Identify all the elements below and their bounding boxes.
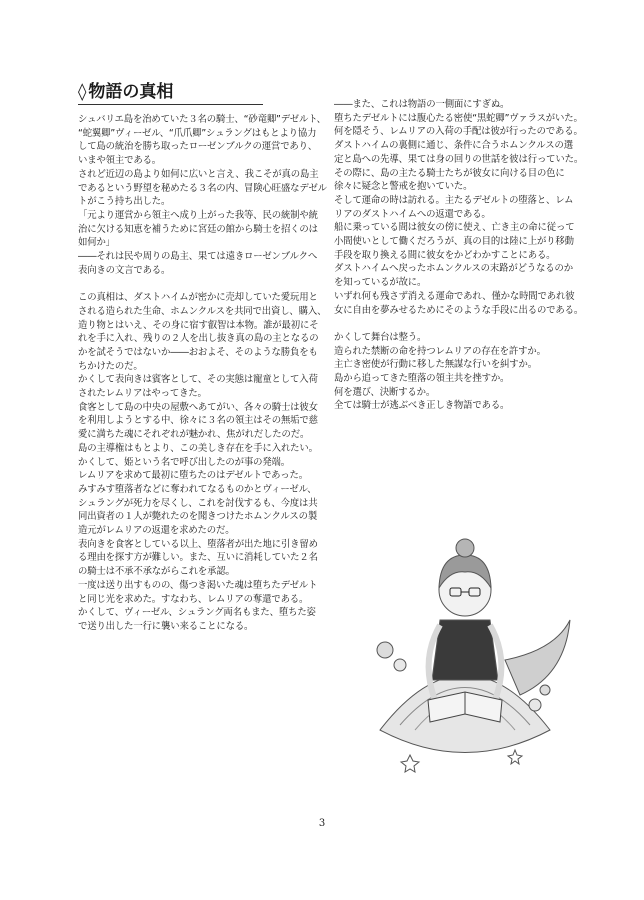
left-column-text-line: 同出資者の１人が斃れたのを聞きつけたホムンクルスの製 [78,511,318,523]
right-column-text-line: 女に自由を夢みせるためにそのような手段に出るのである。 [334,304,584,316]
right-column-text-line: 船に乗っている間は彼女の傍に使え、亡き主の命に従って [334,222,575,234]
left-column-text-line: と同じ光を求めた。すなわち、レムリアの奪還である。 [78,593,309,605]
left-column-text-line: 島の主導権はもとより、この美しき存在を手に入れたい。 [78,442,318,454]
right-column-text-line: 手段を取り換える間に彼女をかどわかすことにある。 [334,249,556,261]
right-column-text-line: 徐々に疑念と警戒を抱いていた。 [334,181,473,193]
right-column-text-line: いずれ何も残さず消える運命であれ、僅かな時間であれ彼 [334,290,575,302]
left-column-text-line: 如何か」 [78,237,115,249]
right-column-text-line: 造られた禁断の命を持つレムリアの存在を許すか。 [334,345,546,357]
left-column-text-line: されたレムリアはやってきた。 [78,388,207,400]
left-column-text-line: 治に欠ける知恵を補うために宮廷の館から騎士を招くのは [78,223,318,235]
right-column-text-line: リアのダストハイムへの返還である。 [334,208,491,220]
left-column-text-line: この真相は、ダストハイムが密かに売却していた愛玩用と [78,292,318,304]
right-column-text-line: かくして舞台は整う。 [334,331,427,343]
left-column [78,113,326,634]
right-column-text-line: ダストハイムの裏側に通じ、条件に合うホムンクルスの選 [334,140,573,152]
left-column-text-line: で送り出した一行に襲い来ることになる。 [78,621,254,632]
right-column-text-line: 定と島への先導、果ては身の回りの世話を彼は行っていた。 [334,153,584,165]
left-column-text-line: レムリアを求めて最初に堕ちたのはデゼルトであった。 [78,470,308,482]
left-column-text-line: トがこう持ち出した。 [78,196,171,208]
left-column-text-line: の騎士は不承不承ながらこれを承認。 [78,566,235,578]
left-column-text-line: る理由を探す方が難しい。また、互いに消耗していた２名 [78,552,318,564]
right-column-text-line: その際に、島の主たる騎士たちが彼女に向ける目の色に [334,167,565,179]
title-text: 物語の真相 [88,82,174,102]
left-column-text-line: 造元がレムリアの返還を求めたのだ。 [78,525,235,537]
page-title [78,82,263,105]
right-column-text-line: そして運命の時は訪れる。主たるデゼルトの堕落と、レム [334,194,574,206]
right-column [334,98,584,413]
character-illustration [340,500,590,800]
right-column-text-line: を知っているが故に。 [334,277,427,289]
left-column-text-line: シュバリエ島を治めていた３名の騎士、“砂竜卿”デゼルト、 [78,114,326,125]
left-column-text-line: して島の統治を勝ち取ったローゼンブルクの運営であり、 [78,141,318,153]
left-column-text-line: であるという野望を秘めたる３名の内、冒険心旺盛なデゼル [78,182,327,194]
right-column-text-line: 全ては騎士が逃ぶべき正しき物語である。 [334,400,510,412]
left-column-text-line: ちかけたのだ。 [78,360,143,372]
left-column-text-line: かを試そうではないか――おおよそ、そのような勝負をも [78,346,318,358]
left-column-text-line: かくして、ヴィーゼル、シュラング両名もまた、堕ちた姿 [78,607,316,619]
right-column-text-line: 堕ちたデゼルトには腹心たる密使“黒蛇卿”ヴァラスがいた。 [334,112,583,124]
left-column-text-line: シュラングが死力を尽くし、これを討伐するも、今度は共 [78,497,318,509]
left-column-spacer [78,277,326,291]
left-column-text-line: される造られた生命、ホムンクルスを共同で出資し、購入、 [78,305,327,317]
diamond-icon: ◊ [78,82,87,102]
left-column-text-line: いまや領主である。 [78,155,162,167]
left-column-text-line: かくして表向きは賓客として、その実態は寵童として入荷 [78,374,318,386]
right-column-text-line: 何を選び、決断するか。 [334,386,436,398]
left-column-text-line: ――それは民や周りの島主、果ては遠きローゼンブルクへ [78,251,318,263]
left-column-text-line: 「元より運営から領主へ成り上がった我等、民の統制や統 [78,209,318,221]
left-column-text-line: みすみす堕落者などに奪われてなるものかとヴィーゼル、 [78,483,317,495]
left-column-text-line: かくして、姫という名で呼び出したのが事の発端。 [78,456,290,468]
right-column-text-line: 小間使いとして働くだろうが、真の目的は陸に上がり移動 [334,236,574,248]
right-column-spacer [334,317,574,331]
right-column-text-line: ――また、これは物語の一側面にすぎぬ。 [334,99,510,110]
left-column-text-line: 表向きを食客としている以上、堕落者が出た地に引き留め [78,538,318,550]
left-column-text-line: 食客として島の中央の屋敷へあてがい、各々の騎士は彼女 [78,401,318,413]
page-number: 3 [318,818,326,829]
left-column-text-line: を利用しようとする中、徐々に３名の領主はその無垢で慈 [78,415,318,427]
right-column-text-line: 島から追ってきた堕落の領主共を挫すか。 [334,373,510,385]
right-column-text-line: 主亡き密使が行動に移した無謀な行いを糾すか。 [334,359,537,371]
right-column-text-line: 何を隠そう、レムリアの入荷の手配は彼が行ったのである。 [334,126,583,138]
left-column-text-line: “蛇翼卿”ヴィーゼル、“爪爪卿”シュラングはもとより協力 [78,127,317,139]
left-column-text-line: 表向きの文言である。 [78,264,171,276]
right-column-text-line: ダストハイムへ戻ったホムンクルスの末路がどうなるのか [334,263,573,275]
left-column-text-line: 造り物とはいえ、その身に宿す叡智は本物。誰が最初にそ [78,319,319,331]
left-column-text-line: されど近辺の島より如何に広いと言え、我こそが真の島主 [78,168,319,180]
left-column-text-line: 一度は送り出すものの、傷つき渇いた魂は堕ちたデゼルト [78,579,318,591]
left-column-text-line: れを手に入れ、残りの２人を出し抜き真の島の主となるの [78,333,319,345]
left-column-text-line: 愛に満ちた魂にそれぞれが魅かれ、焦がれだしたのだ。 [78,429,310,441]
